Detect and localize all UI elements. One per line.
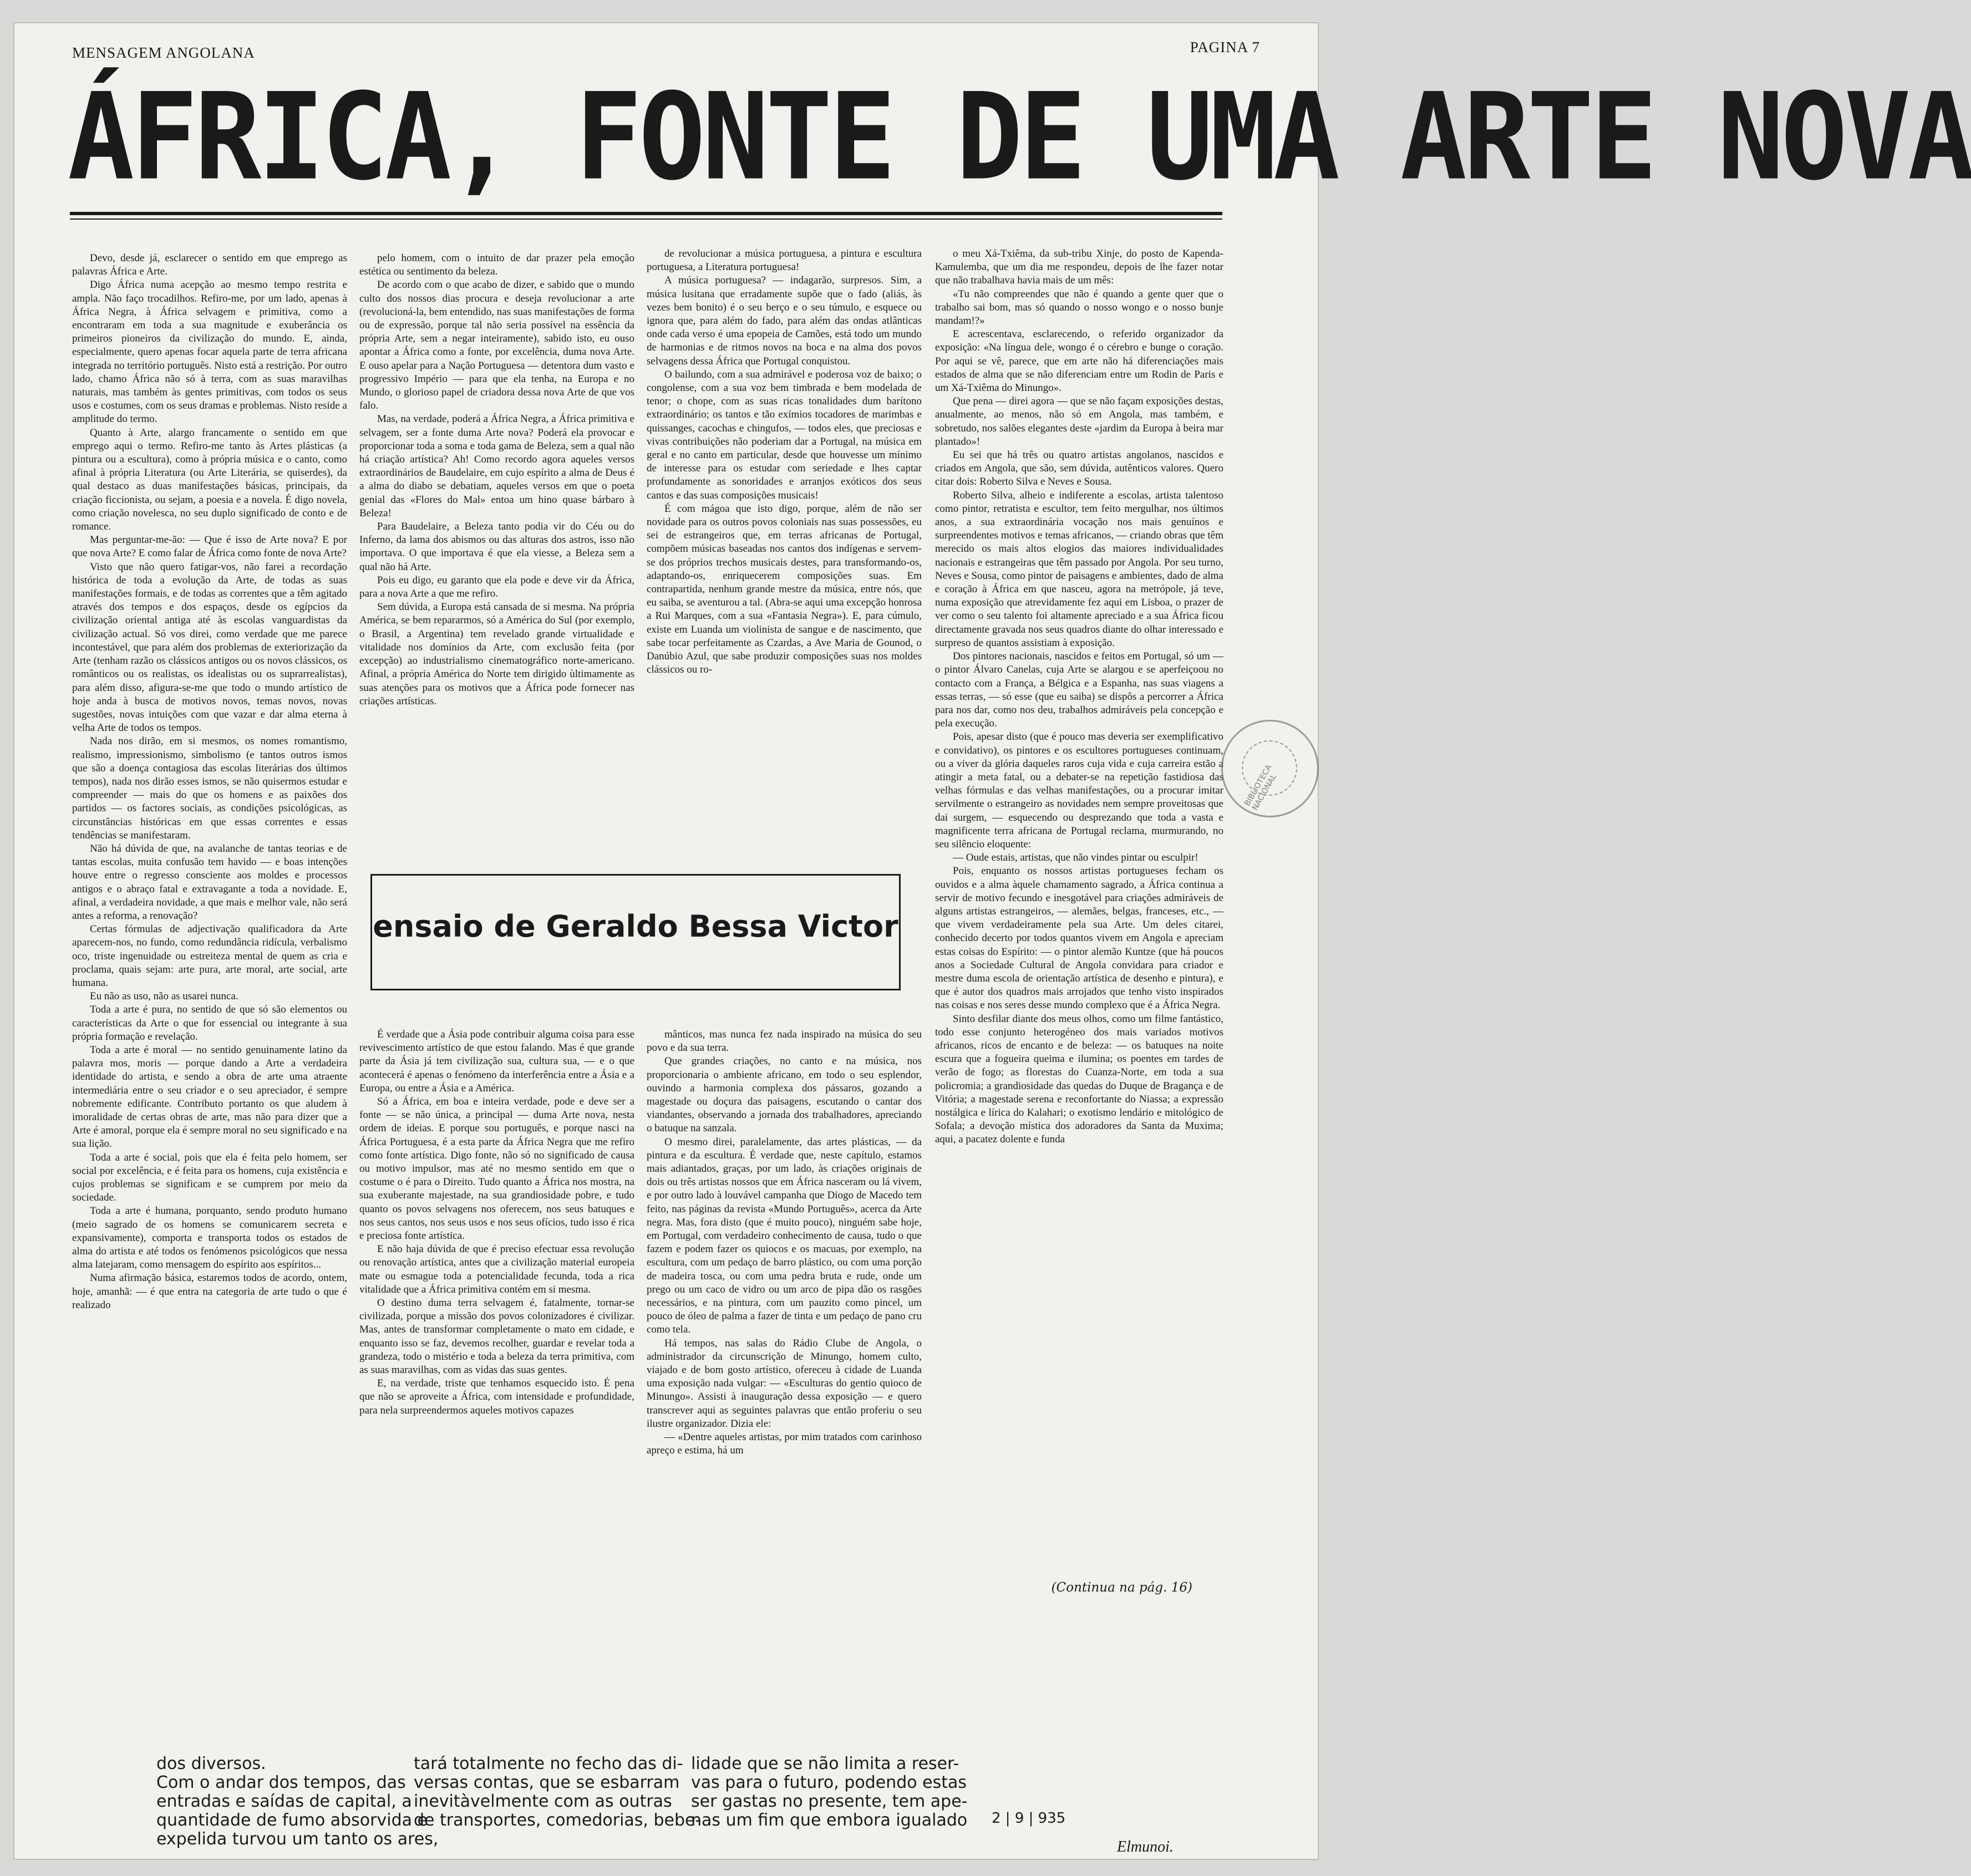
paragraph: Sinto desfilar diante dos meus olhos, como um filme fantástico, todo esse conjunto heterogéneo dos mais variados motivos africanos, ricos de encanto e de beleza: — os batuques na noite escura que a fogueira queima e ilumina; os poentes em tardes de verão de fogo; as florestas do Cuanza-Norte, em toda a sua policromia; a grandiosidade das quedas do Duque de Bragança e de Vitória; a magestade serena e reconfortante do Niassa; a expressão nostálgica e lírica do Kalahari; o exotismo lendário e mitológico de Sofala; a devoção mística dos adoradores da Santa da Muxima; aqui, a pacatez dolente e funda (935, 1013, 1223, 1146)
paragraph: mânticos, mas nunca fez nada inspirado na música do seu povo e da sua terra. (647, 1029, 922, 1054)
paragraph: De acordo com o que acabo de dizer, e sabido que o mundo culto dos nossos dias procura e deseja revolucionar a arte (revolucioná-la, bem entendido, nas suas manifestações de forma ou de expressão, porque tal não seria possível na essência da própria Arte, sem a negar inteiramente), sabido isto, eu ouso apontar a África como a fonte, por excelência, duma nova Arte. E ouso apelar para a Nação Portuguesa — detentora dum vasto e progressivo Império — para que ela tenha, na Europa e no Mundo, o glorioso papel de criadora dessa nova Arte de que vos falo. (359, 279, 634, 412)
paragraph: Digo África numa acepção ao mesmo tempo restrita e ampla. Não faço trocadilhos. Refiro-me, por um lado, apenas à África Negra, à África selvagem e primitiva, como a encontraram em toda a sua magnitude e exuberância os primeiros pioneiros da civilização do mundo. E, ainda, especialmente, quero apenas focar aquela parte de terra africana integrada no território português. Nisto está a restrição. Por outro lado, chamo África não só à terra, com as suas maravilhas naturais, mas também às gentes primitivas, com todos os seus usos e costumes, com os seus dramas e problemas. Nisto reside a amplitude do termo. (72, 279, 347, 425)
stamp-text: BIBLIOTECA NACIONAL (1243, 763, 1279, 812)
column-2-upper (359, 252, 634, 867)
paragraph: Pois, apesar disto (que é pouco mas deveria ser exemplificativo e convidativo), os pintores e os escultores portugueses continuam, ou a viver da glória daqueles raros cuja vida e cuja carreira estão a atingir a meta fatal, ou a debater-se na repetição fastidiosa das velhas fórmulas e das velhas manifestações, ou a procurar imitar servilmente o estrangeiro as novidades nem sempre proveitosas que dai surgem, — esquecendo ou desprezando que toda a vasta e magnificente terra africana de Portugal reclama, murmurando, no seu silêncio eloquente: (935, 731, 1223, 850)
footer-line: lidade que se não limita a reser- (691, 1754, 959, 1773)
footer-line: Com o andar dos tempos, das (156, 1773, 406, 1792)
paragraph: Para Baudelaire, a Beleza tanto podia vir do Céu ou do Inferno, da lama dos abismos ou das alturas dos astros, isso não importava. O que importava é que ela viesse, a Beleza sem a qual não há Arte. (359, 521, 634, 573)
footer-line: nas um fim que embora igualado (691, 1811, 968, 1830)
paragraph: o meu Xá-Txiêma, da sub-tribu Xinje, do posto de Kapenda-Kamulemba, que um dia me respondeu, depois de lhe fazer notar que não trabalhava havia mais de um mês: (935, 248, 1223, 287)
footer-date: 2 | 9 | 935 (992, 1810, 1066, 1827)
paragraph: Roberto Silva, alheio e indiferente a escolas, artista talentoso como pintor, retratista e escultor, tem feito mergulhar, nos últimos anos, a sua extraordinária vocação nos mais genuínos e surpreendentes motivos e temas africanos, — criando obras que têm merecido os mais altos elogios das maiores individualidades nacionais e estrangeiras que têm passado por Angola. Por seu turno, Neves e Sousa, como pintor de paisagens e ambientes, dado de alma e coração à África em que nasceu, agora na metrópole, já teve, numa exposição que atrevidamente fez aqui em Lisboa, o prazer de ver como o seu talento foi altamente apreciado e a sua África ficou directamente gravada nos seus quadros diante do olhar interessado e surpreso de quantos assistiam à exposição. (935, 489, 1223, 649)
footer-line: tará totalmente no fecho das di- (414, 1754, 683, 1773)
paragraph: Que pena — direi agora — que se não façam exposições destas, anualmente, ao menos, não só em Angola, mas também, e sobretudo, nos salões elegantes deste «jardim da Europa à beira mar plantado»! (935, 395, 1223, 448)
column-3-lower (647, 1028, 922, 1577)
paragraph: Toda a arte é humana, porquanto, sendo produto humano (meio sagrado de os homens se comunicarem secreta e expansivamente), comporta e transporta todos os estados de alma do artista e até todos os fenómenos psicológicos que nessa alma latejaram, como mensagem do espírito aos espíritos... (72, 1205, 347, 1271)
footer-line: quantidade de fumo absorvida e (156, 1811, 428, 1830)
paragraph: — «Dentre aqueles artistas, por mim tratados com carinhoso apreço e estima, há um (647, 1431, 922, 1457)
footer-line: de transportes, comedorias, bebe- (414, 1811, 702, 1830)
paragraph: pelo homem, com o intuito de dar prazer pela emoção estética ou sentimento da beleza. (359, 252, 634, 278)
paragraph: Mas, na verdade, poderá a África Negra, a África primitiva e selvagem, ser a fonte duma Arte nova? Poderá ela provocar e proporcionar toda a soma e toda gama de Beleza, sem a qual não há criação artística? Ah! Como recordo agora aqueles versos extraordinários de Baudelaire, em cujo espírito a alma de Deus é a alma do diabo se debatiam, aqueles versos em que o poeta genial das «Flores do Mal» entoa um hino quase bárbaro à Beleza! (359, 413, 634, 519)
paragraph: Pois, enquanto os nossos artistas portugueses fecham os ouvidos e a alma àquele chamamento sagrado, a África continua a servir de motivo fecundo e inesgotável para criações admiráveis de alguns artistas estrangeiros, — alemães, belgas, franceses, etc., — que vivem verdadeiramente pela sua Arte. Um deles citarei, conhecido decerto por todos quantos vivem em Angola e apreciam estas coisas do Espírito: — o pintor alemão Kuntze (que há poucos anos a Sociedade Cultural de Angola convidara para criador e mestre duma escola de orientação artística de desenho e pintura), e que é autor dos quadros mais arrojados que tenho visto inspirados nas coisas e nos seres desse mundo complexo que é a África Negra. (935, 865, 1223, 1011)
byline-box (370, 874, 901, 990)
paragraph: Quanto à Arte, alargo francamente o sentido em que emprego aqui o termo. Refiro-me tanto às Artes plásticas (a pintura ou a escultura), como à própria música e o canto, como afinal à própria Literatura (ou Arte Literária, se quiserdes), da qual destaco as duas manifestações básicas, principais, da criação ficcionista, ou sejam, a poesia e a novela. É digo novela, como criação novelesca, no seu duplo significado de conto e de romance. (72, 426, 347, 533)
footer-line: ser gastas no presente, tem ape- (691, 1792, 968, 1811)
paragraph: Só a África, em boa e inteira verdade, pode e deve ser a fonte — se não única, a principal — duma Arte nova, nesta ordem de ideias. E porque sou português, e porque nasci na África Portuguesa, é a esta parte da África Negra que me refiro como fonte artística. Digo fonte, não só no significado de causa ou motivo impulsor, mas até no mesmo sentido em que o costume o é para o Direito. Tudo quanto a África nos mostra, na sua exuberante majestade, na sua grandiosidade pobre, e tudo quanto os povos selvagens nos oferecem, nos seus batuques e nos seus cantos, nos seus usos e nos seus ofícios, tudo isso é rica e preciosa fonte artística. (359, 1096, 634, 1242)
footer-line: entradas e saídas de capital, a (156, 1792, 412, 1811)
paragraph: — Oude estais, artistas, que não vindes pintar ou esculpir! (953, 852, 1198, 864)
library-stamp (1221, 720, 1319, 817)
paragraph: Mas perguntar-me-ão: — Que é isso de Arte nova? E por que nova Arte? E como falar de África como fonte de nova Arte? (72, 534, 347, 560)
column-4 (935, 247, 1223, 1578)
column-2-lower (359, 1028, 634, 1577)
paragraph: Pois eu digo, eu garanto que ela pode e deve vir da África, para a nova Arte a que me refiro. (359, 574, 634, 600)
page-label: PAGINA 7 (1190, 39, 1260, 55)
footer-line: versas contas, que se esbarram (414, 1773, 680, 1792)
running-head (72, 39, 1260, 67)
paragraph: Nada nos dirão, em si mesmos, os nomes romantismo, realismo, impressionismo, simbolismo (e tantos outros ismos que são a doença contagiosa das escolas literárias dos últimos tempos), nada nos dirão esses ismos, se não quisermos estudar e compreender — mais do que os homens e as paixões dos partidos — os factores sociais, as condições psicológicas, as circunstâncias históricas em que essas correntes e essas tendências se manifestaram. (72, 735, 347, 841)
paragraph: O bailundo, com a sua admirável e poderosa voz de baixo; o congolense, com a sua voz bem timbrada e bem modelada de tenor; o chope, com as suas ricas tonalidades dum barítono extraordinário; os tantos e tão exímios tocadores de marimbas e quissanges, cacochas e chingufos, — todos eles, que preciosas e vivas contribuições não poderiam dar a Portugal, na música em geral e no canto em particular, desde que houvesse um mínimo de interesse para os estudar com seriedade e lhes captar profundamente as sonoridades e arranjos exóticos dos seus cantos e das suas composições musicais! (647, 368, 922, 501)
headline: ÁFRICA, FONTE DE UMA ARTE NOVA (68, 67, 1971, 207)
footer-line: expelida turvou um tanto os ares, (156, 1829, 439, 1849)
column-3-upper (647, 247, 922, 867)
paragraph: Numa afirmação básica, estaremos todos de acordo, ontem, hoje, amanhã: — é que entra na categoria de arte tudo o que é realizado (72, 1272, 347, 1311)
paragraph: Eu não as uso, não as usarei nunca. (90, 990, 238, 1003)
footer-signature: Elmunoi. (1117, 1838, 1174, 1855)
paragraph: É verdade que a Ásia pode contribuir alguma coisa para esse revivescimento artístico de que estou falando. Mas é que grande parte da Ásia já tem civilização sua, cultura sua, — e o que acontecerá é apenas o fenómeno da interferência entre a Ásia e a Europa, ou entre a Ásia e a América. (359, 1029, 634, 1094)
paragraph: Que grandes criações, no canto e na música, nos proporcionaria o ambiente africano, em todo o seu esplendor, ouvindo a harmonia complexa dos pássaros, gozando a magestade ou doçura das paisagens, escutando o cantar dos viandantes, observando a jornada dos trabalhadores, apreciando o batuque na sanzala. (647, 1055, 922, 1135)
column-1 (72, 252, 347, 1576)
paragraph: Devo, desde já, esclarecer o sentido em que emprego as palavras África e Arte. (72, 252, 347, 278)
paragraph: Toda a arte é pura, no sentido de que só são elementos ou características da Arte o que for essencial ou integrante à sua própria formação e revelação. (72, 1004, 347, 1043)
byline: ensaio de Geraldo Bessa Victor (373, 909, 898, 944)
footer-column-1 (156, 1754, 439, 1849)
paragraph: Sem dúvida, a Europa está cansada de si mesma. Na própria América, se bem repararmos, só a América do Sul (por exemplo, o Brasil, a Argentina) tem revelado grande virtualidade e vitalidade nos domínios da Arte, com exclusão feita (por excepção) ao industrialismo cinematográfico norte-americano. Afinal, a própria América do Norte tem dirigido ùltimamente as suas atenções para os motivos que a África pode fornecer nas criações artísticas. (359, 601, 634, 707)
footer-line: inevitàvelmente com as outras (414, 1792, 672, 1811)
headline-rule-thin (70, 218, 1222, 220)
paragraph: Visto que não quero fatigar-vos, não farei a recordação histórica de toda a evolução da Arte, de todas as suas manifestações formais, e de todas as correntes que a têm agitado através dos tempos e dos espaços, desde os egípcios da civilização oriental antiga até às escolas vanguardistas da civilização actual. Só vos direi, como verdade que me parece incontestável, que para além dos problemas de exteriorização da Arte (tenham razão os clássicos antigos ou os novos clássicos, os românticos ou os realistas, os idealistas ou os suprarrealistas), para além disso, afigura-se-me que todo o mundo artístico de hoje anda à busca de motivos novos, temas novos, novas sugestões, novas intuições com que vazar e dar alma eterna à velha Arte de todos os tempos. (72, 561, 347, 734)
publication-name: MENSAGEM ANGOLANA (72, 44, 255, 61)
newspaper-page (14, 23, 1971, 1859)
previous-page-bleed-through (140, 1755, 1227, 1854)
paragraph: Toda a arte é social, pois que ela é feita pelo homem, ser social por excelência, e é feita para os homens, cuja existência e cujos problemas se significam e se cumprem por meio da sociedade. (72, 1151, 347, 1204)
paragraph: de revolucionar a música portuguesa, a pintura e escultura portuguesa, a Literatura portuguesa! (647, 248, 922, 273)
paragraph: O mesmo direi, paralelamente, das artes plásticas, — da pintura e da escultura. É verdade que, neste capítulo, estamos mais adiantados, graças, por um lado, às criações originais de dois ou três artistas nossos que em África nasceram ou lá vivem, e por outro lado à louvável campanha que Diogo de Macedo tem feito, nas páginas da revista «Mundo Português», acerca da Arte negra. Mas, fora disto (que é muito pouco), ninguém sabe hoje, em Portugal, com verdadeiro conhecimento de causa, tudo o que fazem e podem fazer os quiocos e os macuas, por exemplo, na escultura, com um pedaço de barro plástico, ou com uma porção de madeira tosca, ou com uma pedra bruta e rude, onde um prego ou um caco de vidro ou um arco de pipa dão os rasgões necessários, e na pintura, com um pauzito como pincel, um pouco de óleo de palma a fazer de tinta e um pedaço de pano cru como tela. (647, 1136, 922, 1336)
continued-note: (Continua na pág. 16) (1051, 1580, 1192, 1595)
headline-rule (70, 212, 1222, 215)
footer-column-3 (691, 1755, 968, 1830)
paragraph: Não há dúvida de que, na avalanche de tantas teorias e de tantas escolas, muita confusão tem havido — e boas intenções houve entre o regresso consciente aos moldes e processos antigos e o abraço fatal e extravagante a toda a novidade. E, afinal, a verdadeira novidade, a que mais e melhor vale, não será antes a reforma, a renovação? (72, 842, 347, 922)
footer-line: vas para o futuro, podendo estas (691, 1773, 967, 1792)
paragraph: Certas fórmulas de adjectivação qualificadora da Arte aparecem-nos, no fundo, como redundância ridícula, verbalismo oco, triste ingenuidade ou estreiteza mental de quem as cria e proclama, quais sejam: arte pura, arte moral, arte social, arte humana. (72, 923, 347, 989)
paragraph: É com mágoa que isto digo, porque, além de não ser novidade para os outros povos coloniais nas suas possessões, eu sei de estrangeiros que, em terras africanas de Portugal, compõem músicas baseadas nos cantos dos indígenas e servem-se dos próprios trechos musicais destes, para transformando-os, adaptando-os, enriquecerem composições suas. Em contrapartida, nenhum grande mestre da música, entre nós, que eu saiba, se aventurou a tal. (Abra-se aqui uma excepção honrosa a Rui Marques, com a sua «Fantasia Negra»). E, para cúmulo, existe em Luanda um violinista de sangue e de nascimento, que sabe tocar perfeitamente as Czardas, a Ave Maria de Gounod, o Danúbio Azul, que sabe produzir composições suas nos moldes clássicos ou ro- (647, 502, 922, 676)
paragraph: Dos pintores nacionais, nascidos e feitos em Portugal, só um — o pintor Álvaro Canelas, cuja Arte se alargou e se aperfeiçoou no contacto com a França, a Bélgica e a Espanha, nas suas viagens a essas terras, — só esse (que eu saiba) se dispôs a percorrer a África para nos dar, como nos deu, trabalhos admiráveis pela concepção e pela execução. (935, 650, 1223, 730)
paragraph: Toda a arte é moral — no sentido genuinamente latino da palavra mos, moris — porque dando a Arte a verdadeira identidade do artista, e sendo a obra de arte uma atraente intermediária entre o seu criador e o seu apreciador, é sempre nobremente edificante. Contributo portanto os que aludem à imoralidade de certas obras de arte, mas não para dizer que a Arte é amoral, porque ela é sempre moral no seu significado e na sua lição. (72, 1044, 347, 1150)
paragraph: E acrescentava, esclarecendo, o referido organizador da exposição: «Na língua dele, wongo é o cérebro e bunge o coração. Por aqui se vê, parece, que em arte não há diferenciações mais estados de alma que se não diferenciam entre um Rodin de Paris e um Xá-Txiêma do Minungo». (935, 328, 1223, 394)
paragraph: A música portuguesa? — indagarão, surpresos. Sim, a música lusitana que erradamente supõe que o fado (aliás, às vezes bem bonito) é o seu berço e o seu túmulo, e esquece ou ignora que, para além do fado, para além das ondas atlânticas onde cada verso é uma epopeia de Camões, está todo um mundo de harmonias e de ritmos novos na boca e na alma dos povos selvagens dessa África que Portugal conquistou. (647, 274, 922, 367)
paragraph: E não haja dúvida de que é preciso efectuar essa revolução ou renovação artística, antes que a civilização material europeia mate ou esmague toda a potencialidade fecunda, toda a rica vitalidade que a África primitiva contém em si mesma. (359, 1243, 634, 1295)
footer-line: dos diversos. (156, 1754, 266, 1773)
paragraph: O destino duma terra selvagem é, fatalmente, tornar-se civilizada, porque a missão dos povos colonizadores é civilizar. Mas, antes de transformar completamente o mato em cidade, e enquanto isso se faz, devemos recolher, guardar e revelar toda a grandeza, todo o mistério e toda a beleza da terra primitiva, com as suas maravilhas, com as vidas das suas gentes. (359, 1297, 634, 1376)
paragraph: E, na verdade, triste que tenhamos esquecido isto. É pena que não se aproveite a África, com intensidade e profundidade, para nela surpreendermos aqueles motivos capazes (359, 1377, 634, 1416)
paragraph: Eu sei que há três ou quatro artistas angolanos, nascidos e criados em Angola, que são, sem dúvida, autênticos valores. Quero citar dois: Roberto Silva e Neves e Sousa. (935, 449, 1223, 488)
paragraph: «Tu não compreendes que não é quando a gente quer que o trabalho sai bom, mas só quando o nosso wongo e o nosso bunje mandam!?» (935, 288, 1223, 327)
paragraph: Há tempos, nas salas do Rádio Clube de Angola, o administrador da circunscrição de Minungo, homem culto, viajado e de bom gosto artístico, ofereceu à cidade de Luanda uma exposição nada vulgar: — «Esculturas do gentio quioco de Minungo». Assisti à inauguração dessa exposição — e quero transcrever aqui as seguintes palavras que então proferiu o seu ilustre organizador. Dizia ele: (647, 1337, 922, 1430)
footer-column-2 (414, 1754, 702, 1830)
